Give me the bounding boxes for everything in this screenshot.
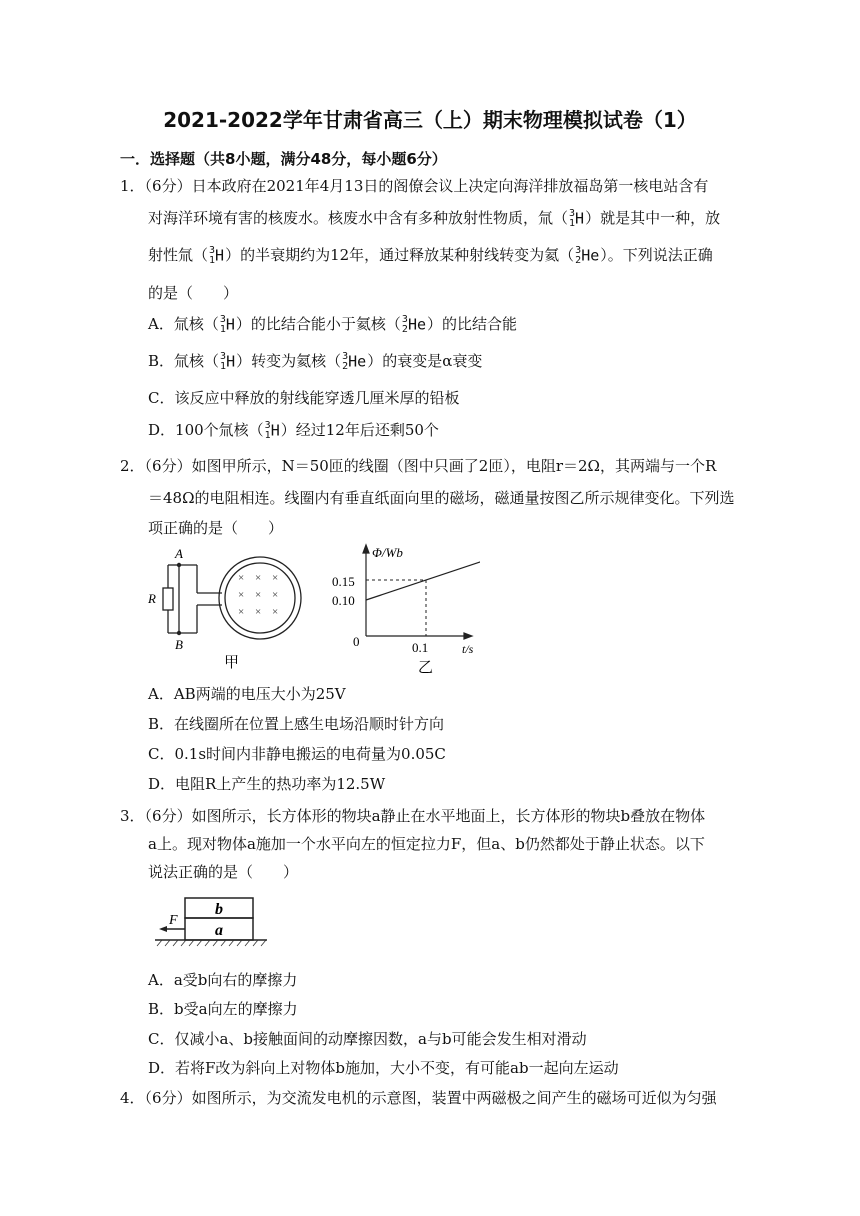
isotope-h3: 3 1 H xyxy=(220,351,236,372)
q1-line4: 的是（ ） xyxy=(148,284,239,302)
q1-line1: 1．（6分）日本政府在2021年4月13日的阁僚会议上决定向海洋排放福岛第一核电站含有 xyxy=(120,177,709,195)
section-heading: 一．选择题（共8小题，满分48分，每小题6分） xyxy=(120,150,447,168)
svg-text:×: × xyxy=(272,589,279,601)
isotope-he3: 3 2 He xyxy=(342,351,367,372)
label-a: A xyxy=(175,546,183,561)
q1-line2 xyxy=(148,208,720,229)
q3-option-a: A．a受b向右的摩擦力 xyxy=(148,971,298,989)
force-arrow-head xyxy=(159,926,167,932)
isotope-h3: 3 1 H xyxy=(219,314,235,335)
svg-text:×: × xyxy=(272,572,279,584)
label-r: R xyxy=(148,591,156,606)
q1-line2b: ）就是其中一种，放 xyxy=(585,209,721,227)
isotope-h3: 3 1 H xyxy=(209,245,225,266)
isotope-h3: 3 1 H xyxy=(264,420,280,441)
x-axis-label: t/s xyxy=(462,642,474,656)
y-axis-arrow xyxy=(363,545,369,553)
q2-line3: 项正确的是（ ） xyxy=(148,519,284,537)
q1-option-b: B．氚核（ 3 1 H）转变为氦核（ 3 2 He）的衰变是α衰变 xyxy=(148,351,483,372)
x-tick-01: 0.1 xyxy=(412,640,429,655)
q2-line1: 2．（6分）如图甲所示，N＝50匝的线圈（图中只画了2匝），电阻r＝2Ω，其两端与一个R xyxy=(120,457,717,475)
q3-option-b: B．b受a向左的摩擦力 xyxy=(148,1000,298,1018)
ground-hatch xyxy=(157,940,266,946)
q2-option-b: B．在线圈所在位置上感生电场沿顺时针方向 xyxy=(148,715,445,733)
svg-text:×: × xyxy=(238,589,245,601)
q4-line1: 4．（6分）如图所示，为交流发电机的示意图，装置中两磁极之间产生的磁场可近似为匀强 xyxy=(120,1089,717,1107)
svg-text:×: × xyxy=(272,606,279,618)
svg-text:×: × xyxy=(255,572,262,584)
flux-graph-yi xyxy=(320,540,480,675)
magnetic-field-marks xyxy=(238,572,278,618)
x-axis-arrow xyxy=(464,633,472,639)
q2-option-d: D．电阻R上产生的热功率为12.5W xyxy=(148,775,386,793)
label-b: B xyxy=(175,637,183,652)
page-title: 2021-2022学年甘肃省高三（上）期末物理模拟试卷（1） xyxy=(163,108,697,132)
y-tick-015: 0.15 xyxy=(332,574,355,589)
q3-option-d: D．若将F改为斜向上对物体b施加，大小不变，有可能ab一起向左运动 xyxy=(148,1059,619,1077)
isotope-h3: 3 1 H xyxy=(569,208,585,229)
q1-option-a: A．氚核（ 3 1 H）的比结合能小于氦核（ 3 2 He）的比结合能 xyxy=(148,314,518,335)
q3-line3: 说法正确的是（ ） xyxy=(148,863,299,881)
q2-line2: ＝48Ω的电阻相连。线圈内有垂直纸面向里的磁场，磁通量按图乙所示规律变化。下列选 xyxy=(148,489,735,507)
label-block-b: b xyxy=(215,901,223,918)
resistor-r xyxy=(163,588,173,610)
svg-text:×: × xyxy=(238,572,245,584)
y-tick-010: 0.10 xyxy=(332,593,355,608)
q1-option-c: C．该反应中释放的射线能穿透几厘米厚的铅板 xyxy=(148,389,460,407)
label-jia: 甲 xyxy=(224,655,240,671)
svg-text:×: × xyxy=(255,606,262,618)
circuit-figure-jia xyxy=(140,540,315,675)
q2-option-c: C．0.1s时间内非静电搬运的电荷量为0.05C xyxy=(148,745,446,763)
svg-text:×: × xyxy=(255,589,262,601)
q3-option-c: C．仅减小a、b接触面间的动摩擦因数，a与b可能会发生相对滑动 xyxy=(148,1030,587,1048)
q3-line1: 3．（6分）如图所示，长方体形的物块a静止在水平地面上，长方体形的物块b叠放在物体 xyxy=(120,807,706,825)
q3-line2: a上。现对物体a施加一个水平向左的恒定拉力F，但a、b仍然都处于静止状态。以下 xyxy=(148,835,705,853)
blocks-figure xyxy=(145,890,270,960)
label-yi: 乙 xyxy=(418,660,434,675)
q1-option-d: D．100个氚核（ 3 1 H）经过12年后还剩50个 xyxy=(148,420,439,441)
isotope-he3: 3 2 He xyxy=(401,314,427,335)
y-axis-label: Φ/Wb xyxy=(372,545,403,560)
q2-option-a: A．AB两端的电压大小为25V xyxy=(148,685,346,703)
label-force-f: F xyxy=(169,913,178,928)
q1-line3: 射性氚（ 3 1 H）的半衰期约为12年，通过释放某种射线转变为氦（ 3 2 He）。下列说法正确 xyxy=(148,245,713,266)
svg-text:×: × xyxy=(238,606,245,618)
origin-label: 0 xyxy=(353,634,360,649)
q1-line2a: 对海洋环境有害的核废水。核废水中含有多种放射性物质，氚（ xyxy=(148,209,569,227)
label-block-a: a xyxy=(215,922,223,939)
isotope-he3: 3 2 He xyxy=(575,245,600,266)
